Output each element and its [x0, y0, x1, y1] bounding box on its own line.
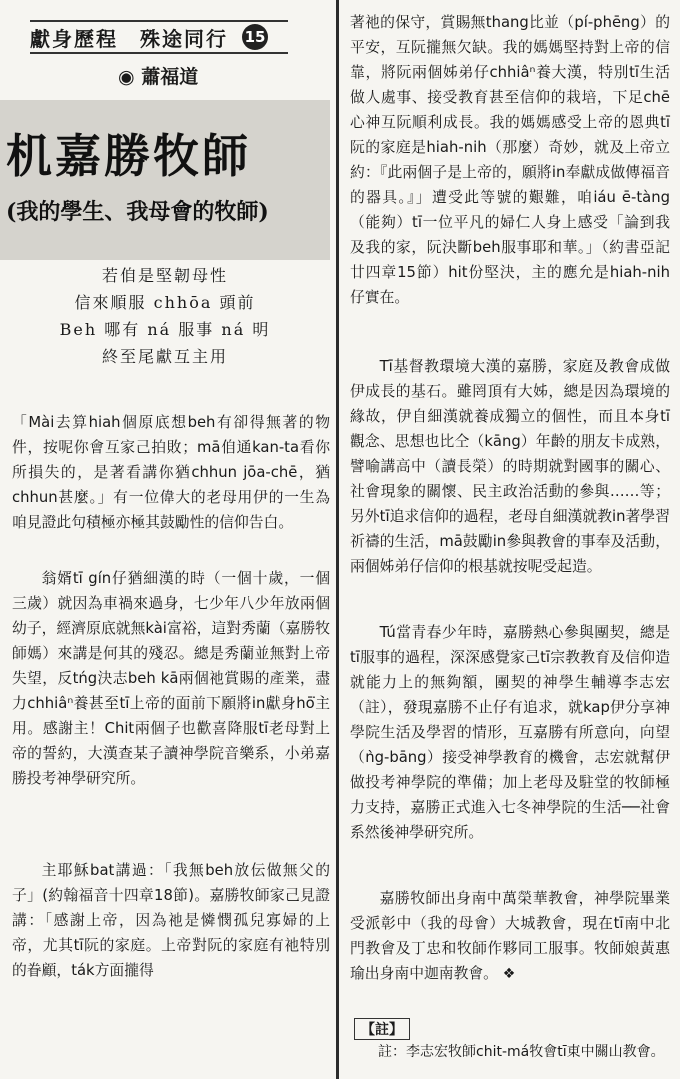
- series-header: [30, 20, 288, 54]
- body-paragraph: Tú當青春少年時，嘉勝熱心參與團契，總是tī服事的過程，深深感覺家己tī宗教教育及信仰造就能力上的無夠額，團契的神學生輔導李志宏（註），發現嘉勝不止仔有追求，就kap伊分享神學院生活及學習的情形，互嘉勝有所意向，向望（ǹg-bāng）接受神學教育的機會，志宏就幫伊做投考神學院的準備；加上老母及駐堂的牧師極力支持，嘉勝正式進入七冬神學院的生活──社會系然後神學研究所。: [350, 624, 670, 841]
- footnote: 註：李志宏牧師chit-má牧會tī東中關山教會。: [378, 1044, 665, 1060]
- series-title: 獻身歷程 殊途同行: [30, 26, 228, 51]
- left-column: [0, 0, 336, 1079]
- body-paragraph: 著祂的保守，賞賜無thang比並（pí-phēng）的平安，互阮攏無欠缺。我的媽媽堅持對上帝的信靠，將阮兩個姊弟仔chhiâⁿ養大漢，特別tī生活做人處事、接受教育甚至信仰的栽培，下足chē心神互阮順利成長。我的媽媽感受上帝的恩典tī阮的家庭是hiah-nih（那麼）奇妙，就及上帝立約：『此兩個子是上帝的，願將in奉獻成做傳福音的器具。』」遭受此等號的艱難，咱iáu ē-tàng（能夠）tī一位平凡的婦仁人身上感受「論到我及我的家，阮決斷beh服事耶和華。」（約書亞記廿四章15節）hit份堅決，主的應允是hiah-nih仔實在。: [350, 14, 670, 306]
- closing-paragraph-text: 嘉勝牧師出身南中萬榮華教會，神學院畢業受派彰中（我的母會）大城教會，現在tī南中北門教會及丁忠和牧師作夥同工服事。牧師娘黃惠瑜出身南中迦南教會。: [350, 890, 670, 982]
- poem-line: 若㑑是堅韌母性: [101, 266, 228, 285]
- body-paragraph: 「Mài去算hiah個原底想beh有卻得無著的物件，按呢你會互家己拍敗；mā㑑通kan-ta看你所損失的，是著看講你猶chhun jōa-chē，猶chhun甚麼。」有一位偉大的老母用伊的一生為咱見證此句積極亦極其鼓勵性的信仰告白。: [12, 414, 330, 531]
- body-paragraph: 主耶穌bat講過：「我無beh放伝做無父的子」(約翰福音十四章18節)。嘉勝牧師家己見證講：「感謝上帝，因為祂是憐憫孤兒寡婦的上帝，尤其tī阮的家庭。上帝對阮的家庭有祂特別的眷顧，ták方面攏得: [12, 862, 330, 979]
- body-paragraph: 翁婿tī gín仔猶細漢的時（一個十歲，一個三歲）就因為車禍來過身，七少年八少年放兩個幼子，經濟原底就無kài富裕，這對秀蘭（嘉勝牧師媽）來講是何其的殘忍。總是秀蘭並無對上帝失望，反tńg決志beh kā兩個祂賞賜的產業，盡力chhiâⁿ養甚至tī上帝的面前下願將in獻身hō͘主用。感謝主！Chit兩個子也歡喜降服tī老母對上帝的誓約，大漢查某子讀神學院音樂系，小弟嘉勝投考神學研究所。: [12, 570, 330, 787]
- poem-line: 終至尾獻互主用: [101, 347, 228, 366]
- author-name: 蕭福道: [141, 66, 199, 88]
- poem-line: Beh 哪有 ná 服事 ná 明: [59, 320, 271, 339]
- article-title: 机嘉勝牧師: [6, 129, 251, 183]
- end-diamond-icon: ❖: [502, 966, 516, 982]
- poem-line: 信來順服 chhōa 頭前: [74, 293, 256, 312]
- note-heading: 【註】: [354, 1018, 410, 1040]
- right-column: [342, 0, 680, 1079]
- column-divider: [336, 0, 339, 1079]
- author-bullet-icon: ◉: [118, 66, 135, 88]
- series-number-badge: 15: [242, 24, 268, 50]
- poem: [0, 262, 330, 370]
- body-paragraph: Tī基督教環境大漢的嘉勝，家庭及教會成做伊成長的基石。雖罔頂有大姊，總是因為環境的緣故，伊自細漢就養成獨立的個性，而且本身tī觀念、思想也比仝（kāng）年齡的朋友卡成熟，譬喻講高中（讀長榮）的時期就對國事的關心、社會現象的關懷、民主政治活動的參與……等；另外tī追求信仰的過程，老母自細漢就教in著學習祈禱的生活，mā鼓勵in參與教會的事奉及活動，兩個姊弟仔信仰的根基就按呢受起造。: [350, 358, 670, 575]
- body-paragraph: [350, 886, 670, 987]
- author-byline: [118, 62, 198, 89]
- article-subtitle: (我的學生、我母會的牧師): [6, 199, 269, 225]
